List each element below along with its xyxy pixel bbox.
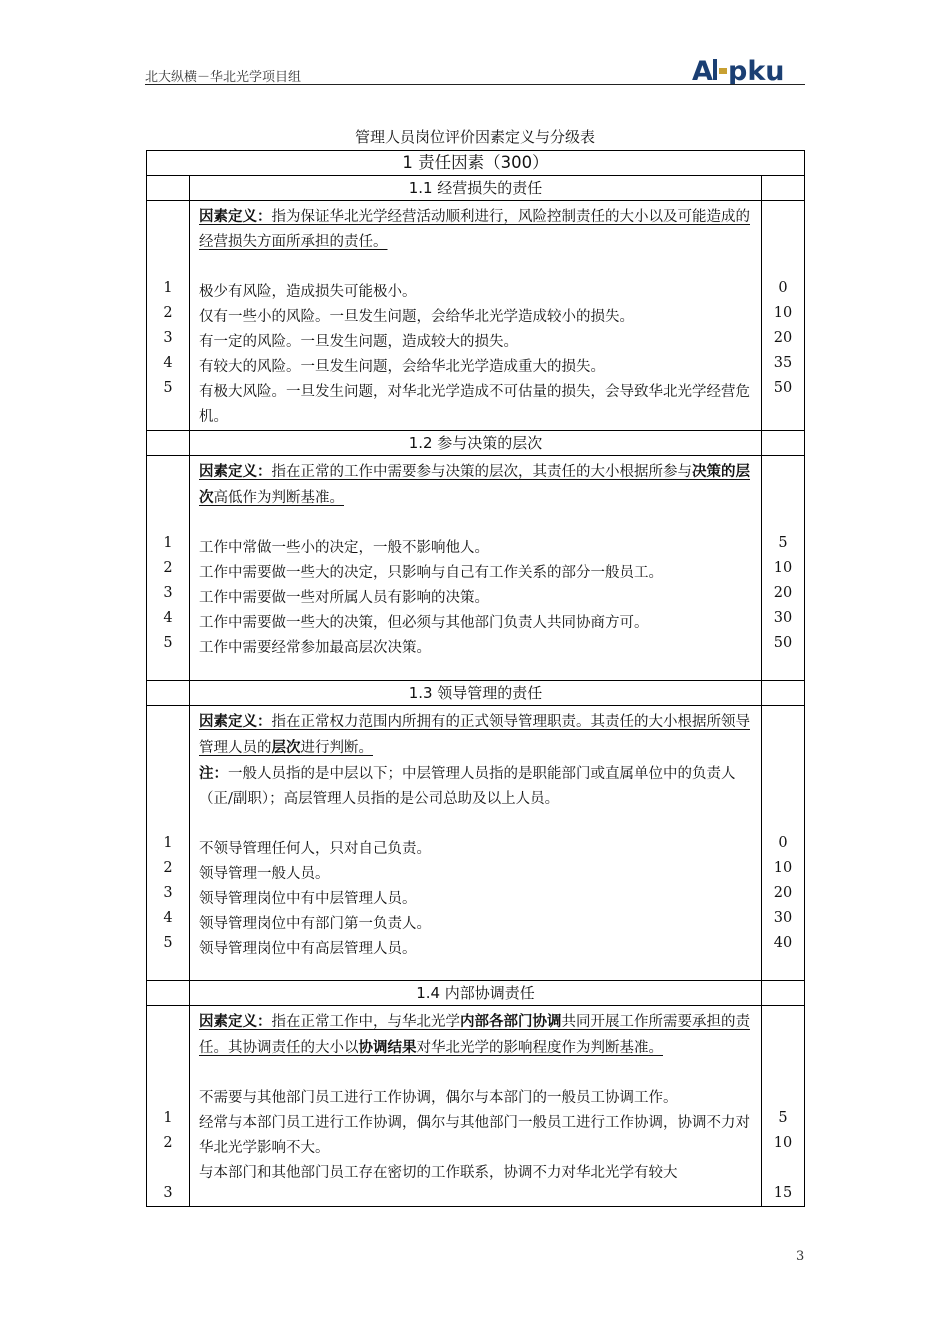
factor-definition: 因素定义：指在正常的工作中需要参与决策的层次，其责任的大小根据所参与决策的层次高低作为判断基准。 [199,463,750,506]
score-value: 10 [773,560,793,576]
level-number: 2 [163,860,173,876]
level-number: 1 [163,280,173,296]
level-column [147,706,190,981]
level-description: 不需要与其他部门员工进行工作协调，偶尔与本部门的一般员工协调工作。 [199,1090,678,1106]
level-description: 有极大风险。一旦发生问题，对华北光学造成不可估量的损失，会导致华北光学经营危机。 [199,384,750,425]
score-value: 20 [773,330,793,346]
level-number: 2 [163,1135,173,1151]
level-description: 有较大的风险。一旦发生问题，会给华北光学造成重大的损失。 [199,359,605,375]
section-title: 1.2 参与决策的层次 [190,431,762,456]
level-description: 极少有风险，造成损失可能极小。 [199,284,417,300]
svg-text:pku: pku [728,56,785,85]
score-value: 0 [778,835,788,851]
evaluation-table [146,150,805,1207]
level-column [147,1006,190,1207]
header-project-name: 北大纵横－华北光学项目组 [145,70,302,85]
level-number: 4 [163,355,173,371]
factor-definition: 因素定义：指为保证华北光学经营活动顺利进行，风险控制责任的大小以及可能造成的经营损失方面所承担的责任。 [199,208,750,250]
level-description: 工作中需要做一些大的决策，但必须与其他部门负责人共同协商方可。 [199,615,649,631]
level-description: 有一定的风险。一旦发生问题，造成较大的损失。 [199,334,518,350]
level-description: 领导管理一般人员。 [199,866,330,882]
level-description: 经常与本部门员工进行工作协调，偶尔与其他部门一般员工进行工作协调，协调不力对华北光学影响不大。 [199,1115,750,1156]
level-number: 5 [163,380,173,396]
score-column [762,706,805,981]
score-column [762,201,805,431]
level-number: 1 [163,535,173,551]
allpku-logo [692,55,804,85]
score-value: 10 [773,1135,793,1151]
header-rule [145,84,805,85]
level-number: 1 [163,835,173,851]
score-value: 40 [773,935,793,951]
score-value: 20 [773,585,793,601]
level-description: 与本部门和其他部门员工存在密切的工作联系，协调不力对华北光学有较大 [199,1165,678,1181]
score-value: 50 [773,380,793,396]
section-title: 1.1 经营损失的责任 [190,176,762,201]
level-number: 3 [163,330,173,346]
factor-definition: 因素定义：指在正常工作中，与华北光学内部各部门协调共同开展工作所需要承担的责任。其协调责任的大小以协调结果对华北光学的影响程度作为判断基准。 [199,1013,750,1056]
level-column [147,201,190,431]
score-value: 35 [773,355,793,371]
score-value: 5 [778,535,788,551]
level-description: 工作中需要经常参加最高层次决策。 [199,640,431,656]
section-content [190,706,762,981]
level-description: 领导管理岗位中有中层管理人员。 [199,891,417,907]
main-section-header: 1 责任因素（300） [147,151,805,176]
factor-note: 注：一般人员指的是中层以下；中层管理人员指的是职能部门或直属单位中的负责人（正/副职）；高层管理人员指的是公司总助及以上人员。 [199,765,736,807]
level-number: 5 [163,935,173,951]
document-title: 管理人员岗位评价因素定义与分级表 [354,128,595,146]
section-title: 1.4 内部协调责任 [190,981,762,1006]
section-title: 1.3 领导管理的责任 [190,681,762,706]
level-number: 5 [163,635,173,651]
level-description: 领导管理岗位中有高层管理人员。 [199,941,417,957]
page-number: 3 [796,1249,805,1264]
level-number: 2 [163,560,173,576]
level-number: 3 [163,885,173,901]
score-value: 50 [773,635,793,651]
score-value: 10 [773,860,793,876]
level-number: 2 [163,305,173,321]
score-value: 20 [773,885,793,901]
score-value: 0 [778,280,788,296]
level-number: 3 [163,585,173,601]
level-description: 工作中需要做一些大的决定，只影响与自己有工作关系的部分一般员工。 [199,565,663,581]
score-value: 30 [773,610,793,626]
score-column [762,456,805,681]
level-description: 工作中需要做一些对所属人员有影响的决策。 [199,590,489,606]
level-description: 仅有一些小的风险。一旦发生问题，会给华北光学造成较小的损失。 [199,309,634,325]
factor-definition: 因素定义：指在正常权力范围内所拥有的正式领导管理职责。其责任的大小根据所领导管理人员的层次进行判断。 [199,713,750,756]
score-value: 5 [778,1110,788,1126]
level-number: 4 [163,910,173,926]
section-content [190,201,762,431]
score-value: 15 [773,1185,793,1201]
level-number: 3 [163,1185,173,1201]
score-value: 10 [773,305,793,321]
level-description: 领导管理岗位中有部门第一负责人。 [199,916,431,932]
svg-text:A: A [692,56,713,85]
level-description: 不领导管理任何人，只对自己负责。 [199,841,431,857]
level-column [147,456,190,681]
section-content [190,456,762,681]
level-number: 4 [163,610,173,626]
level-description: 工作中常做一些小的决定，一般不影响他人。 [199,540,489,556]
level-number: 1 [163,1110,173,1126]
score-column [762,1006,805,1207]
section-content [190,1006,762,1207]
score-value: 30 [773,910,793,926]
